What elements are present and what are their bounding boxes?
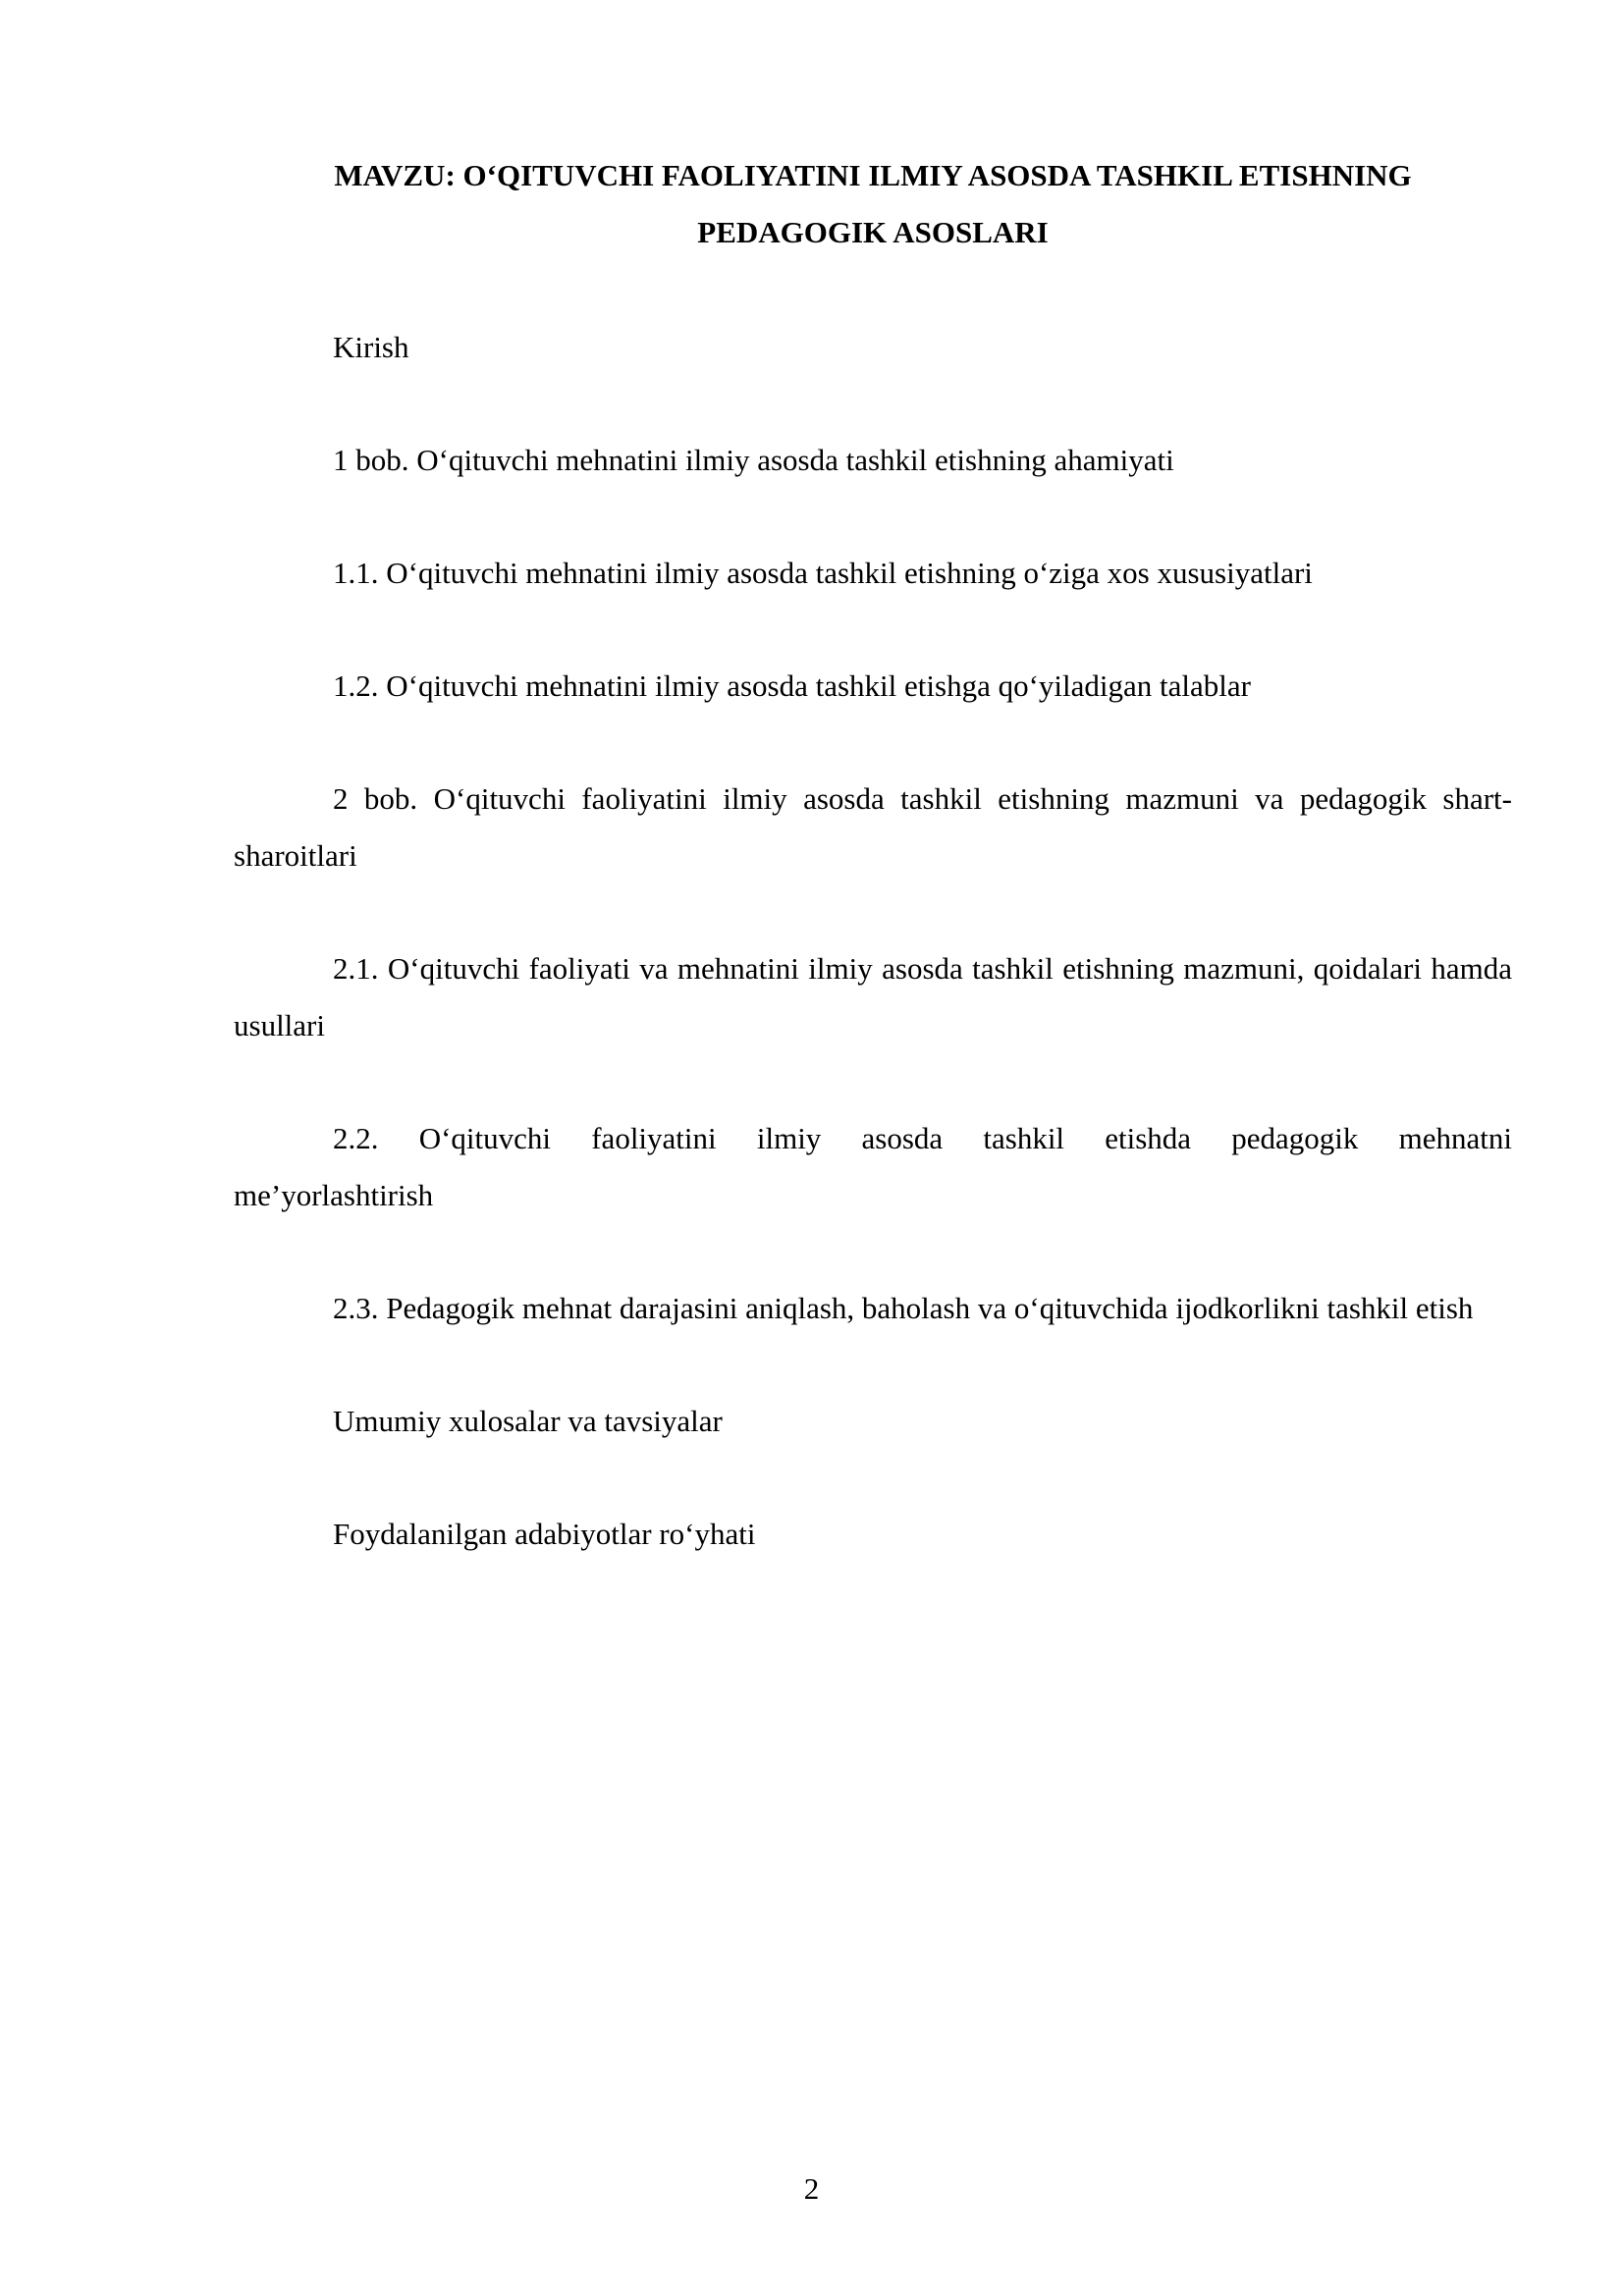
toc-entry-section-2-2-line-2: me’yorlashtirish xyxy=(234,1178,434,1212)
toc-entry-section-1-2: 1.2. O‘qituvchi mehnatini ilmiy asosda tashkil etishga qo‘yiladigan talablar xyxy=(333,668,1251,703)
toc-entry-bibliography: Foydalanilgan adabiyotlar ro‘yhati xyxy=(333,1517,756,1551)
title-line-1: MAVZU: O‘QITUVCHI FAOLIYATINI ILMIY ASOSDA TASHKIL ETISHNING xyxy=(334,158,1412,192)
table-of-contents xyxy=(234,319,1512,1619)
toc-entry-section-2-2 xyxy=(234,1110,1512,1224)
toc-entry-chapter-1: 1 bob. O‘qituvchi mehnatini ilmiy asosda tashkil etishning ahamiyati xyxy=(333,443,1174,477)
toc-entry-section-2-3: 2.3. Pedagogik mehnat darajasini aniqlash, baholash va o‘qituvchida ijodkorlikni tashkil etish xyxy=(333,1291,1474,1325)
toc-entry-section-2-1: 2.1. O‘qituvchi faoliyati va mehnatini ilmiy asosda tashkil etishning mazmuni, qoidalari hamda usullari xyxy=(234,951,1512,1042)
toc-entry-section-2-2-line-1: 2.2. O‘qituvchi faoliyatini ilmiy asosda tashkil etishda pedagogik mehnatni xyxy=(333,1121,1512,1155)
title-line-2: PEDAGOGIK ASOSLARI xyxy=(697,215,1049,249)
page-number: 2 xyxy=(803,2171,820,2206)
toc-entry-chapter-2: 2 bob. O‘qituvchi faoliyatini ilmiy asosda tashkil etishning mazmuni va pedagogik shart-sharoitlari xyxy=(234,781,1512,873)
toc-entry-conclusions: Umumiy xulosalar va tavsiyalar xyxy=(333,1404,723,1438)
toc-entry-section-1-1: 1.1. O‘qituvchi mehnatini ilmiy asosda tashkil etishning o‘ziga xos xususiyatlari xyxy=(333,556,1313,590)
document-title xyxy=(234,147,1512,261)
toc-entry-introduction: Kirish xyxy=(333,330,409,364)
